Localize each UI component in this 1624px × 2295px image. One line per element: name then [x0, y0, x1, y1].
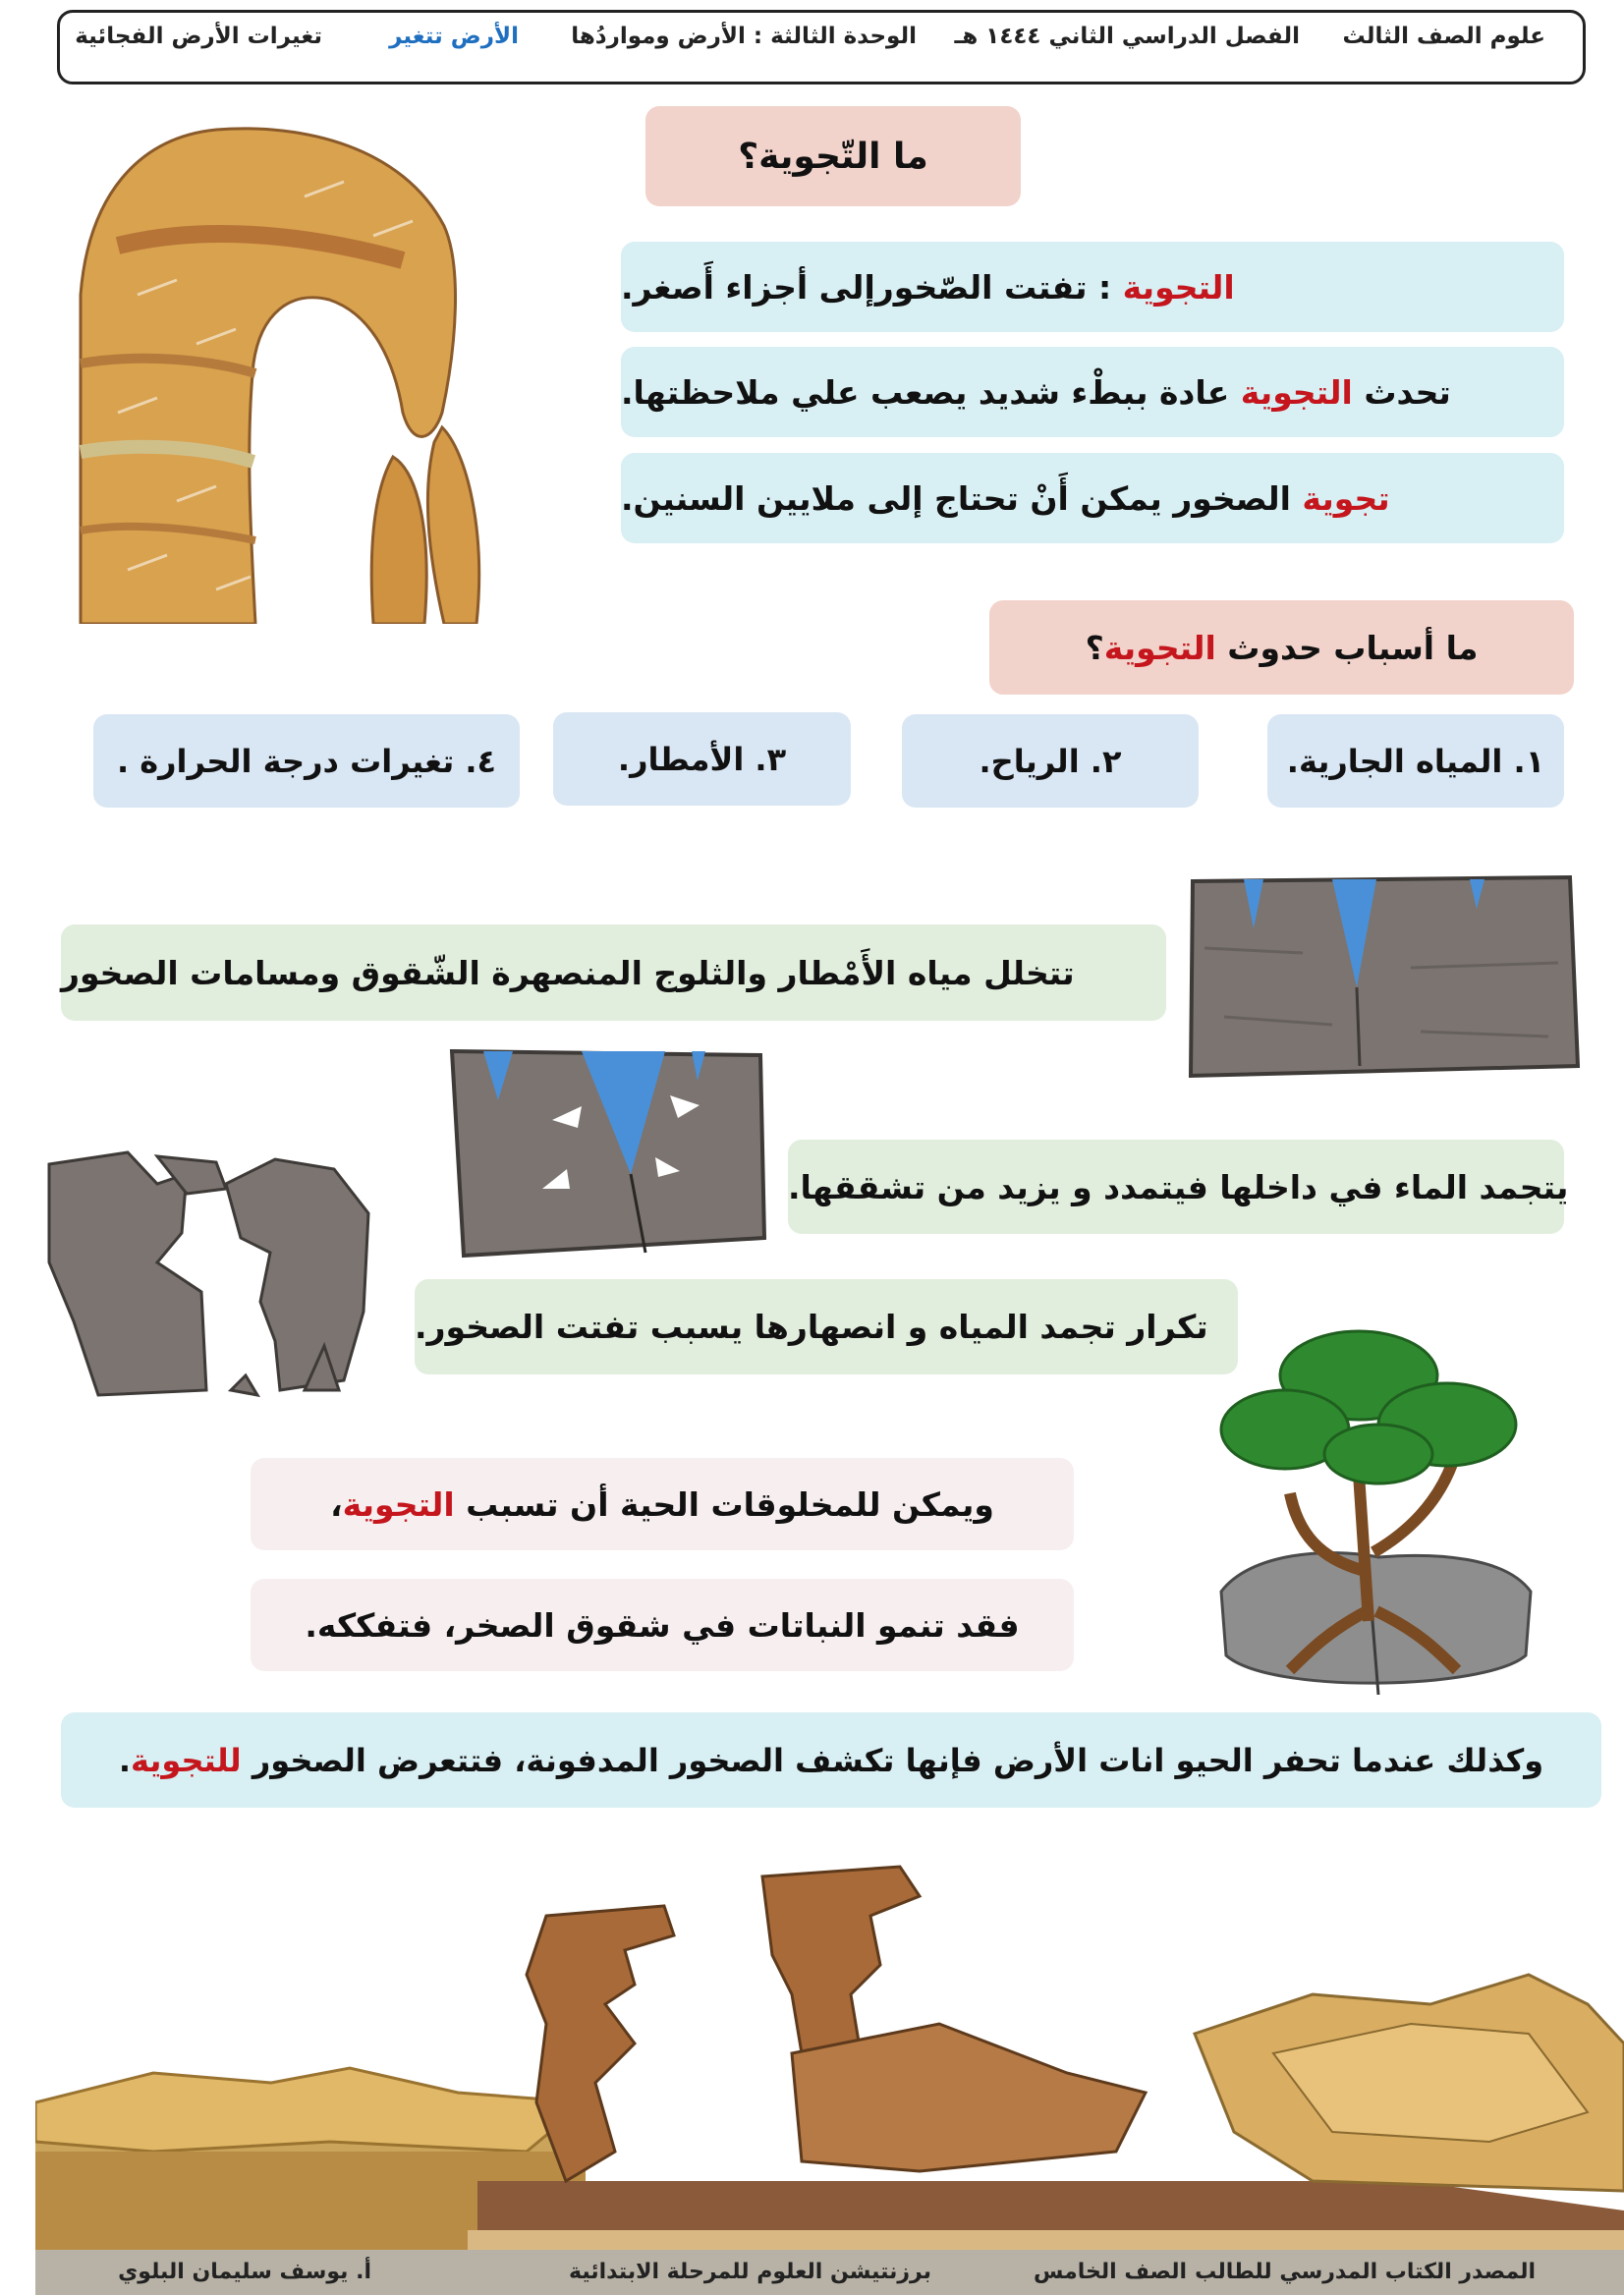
header-unit: الوحدة الثالثة : الأرض ومواردُها [571, 24, 917, 49]
freeze-step-3: تكرار تجمد المياه و انصهارها يسبب تفتت الصخور. [415, 1279, 1238, 1374]
freeze-step-1: تتخلل مياه الأَمْطار والثلوج المنصهرة الشّقوق ومسامات الصخور [61, 924, 1166, 1021]
term-weathering: التجوية [1240, 372, 1353, 412]
definition-text-2b: عادة ببطْء شديد يصعب علي ملاحظتها. [621, 372, 1241, 412]
living-things-box-2: فقد تنمو النباتات في شقوق الصخر، فتفككه. [251, 1579, 1074, 1671]
term-weathering: التجوية [1103, 628, 1216, 667]
footer-source: المصدر الكتاب المدرسي للطالب [1195, 2260, 1536, 2284]
definition-box-1 [621, 242, 1564, 332]
sandstone-arch-image [79, 118, 531, 624]
term-weathering: تجوية [1302, 478, 1390, 518]
cause-item-1: ١. المياه الجارية. [1267, 714, 1564, 808]
footer-teacher: أ. يوسف سليمان البلوي [118, 2260, 371, 2284]
footer-presentation: برزنتيشن العلوم للمرحلة الابتدائية [569, 2260, 931, 2284]
header-subject: علوم الصف الثالث [1342, 24, 1545, 49]
desert-rock-formations-image [35, 1857, 1624, 2250]
definition-box-3 [621, 453, 1564, 543]
tree-on-rock-image [1211, 1316, 1540, 1695]
living-things-box-1: ويمكن للمخلوقات الحية أن تسبب التجوية، [251, 1458, 1074, 1550]
rock-expanding-ice-image [444, 1041, 768, 1262]
rock-with-water-image [1185, 869, 1580, 1086]
header-chapter: الأرض تتغير [389, 24, 519, 49]
broken-rocks-image [39, 1145, 398, 1405]
definition-text-3: الصخور يمكن أَنْ تحتاج إلى ملايين السنين. [621, 478, 1303, 518]
freeze-step-2: يتجمد الماء في داخلها فيتمدد و يزيد من تشققها. [788, 1140, 1564, 1234]
term-weathering: التجوية [342, 1484, 455, 1524]
cause-item-2: ٢. الرياح. [902, 714, 1199, 808]
term-weathering: للتجوية [131, 1741, 242, 1779]
animals-box: وكذلك عندما تحفر الحيو انات الأرض فإنها تكشف الصخور المدفونة، فتتعرض الصخور للتجوية. [61, 1712, 1601, 1808]
cause-item-4: ٤. تغيرات درجة الحرارة . [93, 714, 520, 808]
term-weathering: التجوية [1122, 267, 1235, 307]
definition-box-2 [621, 347, 1564, 437]
cause-item-3: ٣. الأمطار. [553, 712, 851, 806]
definition-text-2a: تحدث [1352, 372, 1451, 412]
header-lesson: تغيرات الأرض الفجائية [75, 24, 322, 49]
page-title: ما التّجوية؟ [645, 106, 1021, 206]
footer-grade: الصف الخامس [1034, 2260, 1187, 2284]
header-semester: الفصل الدراسي الثاني ١٤٤٤ هـ [954, 24, 1300, 49]
definition-text-1: : تفتت الصّخورإلى أجزاء أَصغر. [621, 267, 1123, 307]
causes-question: ما أسباب حدوث التجوية؟ [989, 600, 1574, 695]
